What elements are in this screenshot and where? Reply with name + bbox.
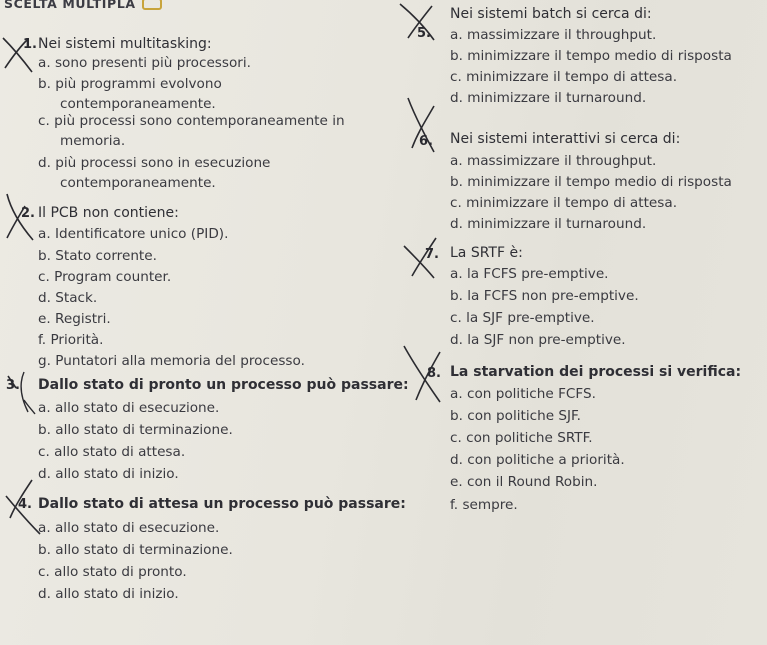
question-number: 5. — [417, 26, 431, 41]
option-continuation: contemporaneamente. — [60, 96, 216, 112]
option[interactable]: c. con politiche SRTF. — [450, 430, 593, 446]
option[interactable]: d. allo stato di inizio. — [38, 466, 179, 482]
question-text: La SRTF è: — [450, 245, 523, 261]
question-number: 4. — [18, 497, 32, 512]
option[interactable]: a. con politiche FCFS. — [450, 386, 596, 402]
question-number: 1. — [23, 37, 37, 52]
option-continuation: contemporaneamente. — [60, 175, 216, 191]
option[interactable]: a. massimizzare il throughput. — [450, 153, 657, 169]
option[interactable]: c. minimizzare il tempo di attesa. — [450, 69, 678, 85]
option[interactable]: d. minimizzare il turnaround. — [450, 90, 647, 106]
option[interactable]: d. più processi sono in esecuzione — [38, 155, 271, 171]
option[interactable]: d. minimizzare il turnaround. — [450, 216, 647, 232]
option[interactable]: b. più programmi evolvono — [38, 76, 222, 92]
option[interactable]: c. allo stato di attesa. — [38, 444, 186, 460]
option[interactable]: c. la SJF pre-emptive. — [450, 310, 595, 326]
question-number: 6. — [419, 134, 433, 149]
option-continuation: memoria. — [60, 133, 126, 149]
option[interactable]: c. minimizzare il tempo di attesa. — [450, 195, 678, 211]
option[interactable]: b. Stato corrente. — [38, 248, 157, 264]
option[interactable]: d. la SJF non pre-emptive. — [450, 332, 626, 348]
question-text: La starvation dei processi si verifica: — [450, 364, 742, 380]
option[interactable]: g. Puntatori alla memoria del processo. — [38, 353, 305, 369]
section-title: SCELTA MULTIPLA — [4, 0, 136, 11]
question-text: Dallo stato di pronto un processo può passare: — [38, 377, 409, 393]
option[interactable]: a. sono presenti più processori. — [38, 55, 251, 71]
option[interactable]: c. allo stato di pronto. — [38, 564, 187, 580]
option[interactable]: d. allo stato di inizio. — [38, 586, 179, 602]
question-number: 8. — [427, 366, 441, 381]
option[interactable]: b. minimizzare il tempo medio di risposta — [450, 48, 732, 64]
option[interactable]: d. con politiche a priorità. — [450, 452, 625, 468]
option[interactable]: a. allo stato di esecuzione. — [38, 400, 220, 416]
header-badge-icon — [142, 0, 162, 10]
option[interactable]: f. Priorità. — [38, 332, 104, 348]
option[interactable]: d. Stack. — [38, 290, 98, 306]
section-header — [4, 0, 162, 11]
option[interactable]: a. la FCFS pre-emptive. — [450, 266, 609, 282]
question-text: Nei sistemi multitasking: — [38, 36, 212, 52]
question-text: Nei sistemi batch si cerca di: — [450, 6, 652, 22]
option[interactable]: b. la FCFS non pre-emptive. — [450, 288, 639, 304]
option[interactable]: b. allo stato di terminazione. — [38, 542, 233, 558]
option[interactable]: e. con il Round Robin. — [450, 474, 598, 490]
option[interactable]: a. massimizzare il throughput. — [450, 27, 657, 43]
question-number: 7. — [425, 247, 439, 262]
option[interactable]: e. Registri. — [38, 311, 111, 327]
option[interactable]: f. sempre. — [450, 497, 518, 513]
option[interactable]: c. più processi sono contemporaneamente in — [38, 113, 345, 129]
option[interactable]: b. con politiche SJF. — [450, 408, 581, 424]
question-text: Nei sistemi interattivi si cerca di: — [450, 131, 681, 147]
option[interactable]: a. Identificatore unico (PID). — [38, 226, 229, 242]
option[interactable]: a. allo stato di esecuzione. — [38, 520, 220, 536]
question-number: 3. — [6, 378, 20, 393]
option[interactable]: b. minimizzare il tempo medio di risposta — [450, 174, 732, 190]
question-text: Il PCB non contiene: — [38, 205, 179, 221]
question-text: Dallo stato di attesa un processo può passare: — [38, 496, 406, 512]
hand-drawn-check-icon — [0, 370, 36, 416]
option[interactable]: b. allo stato di terminazione. — [38, 422, 233, 438]
question-number: 2. — [21, 206, 35, 221]
option[interactable]: c. Program counter. — [38, 269, 172, 285]
